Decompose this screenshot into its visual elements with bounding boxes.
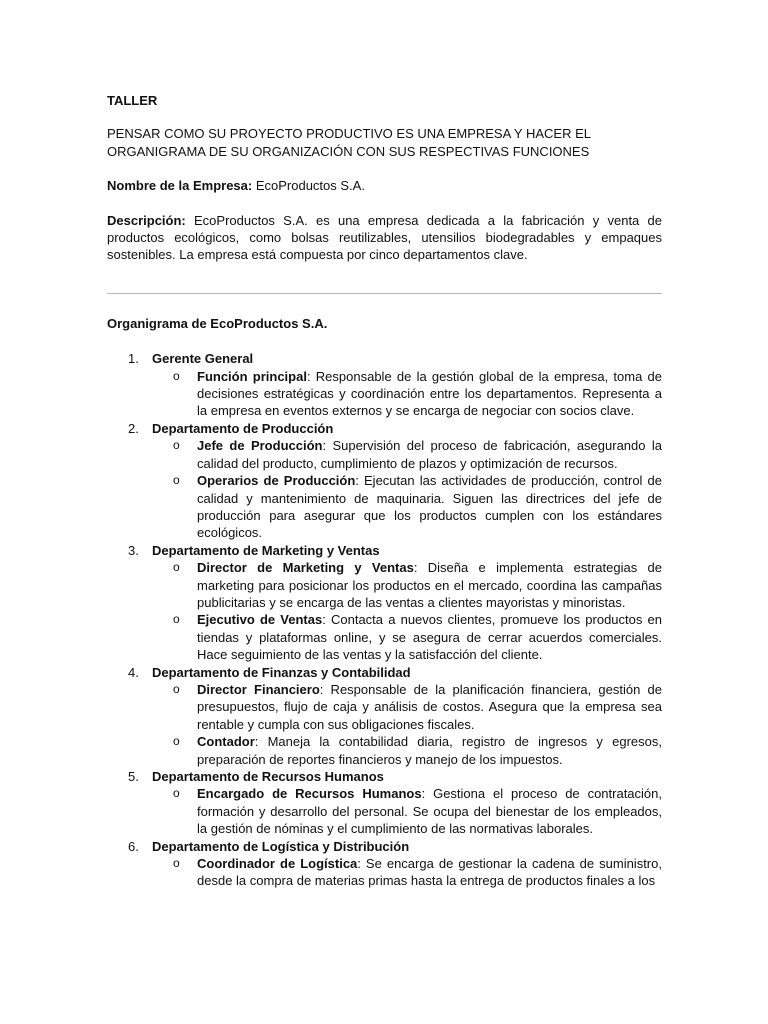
hollow-circle-bullet-icon: o xyxy=(173,681,180,696)
role-list xyxy=(152,368,662,420)
role-description: : Supervisión del proceso de fabricación, asegurando la calidad del producto, cumplimiento de plazos y optimización de recursos. xyxy=(197,438,662,471)
company-name-line xyxy=(107,177,662,194)
department-name: Gerente General xyxy=(152,351,254,367)
hollow-circle-bullet-icon: o xyxy=(173,560,180,575)
department-number: 4. xyxy=(128,664,139,680)
document-body xyxy=(107,92,662,890)
role-list xyxy=(152,855,662,890)
document-title: TALLER xyxy=(107,93,158,108)
role-description: : Responsable de la planificación financiera, gestión de presupuestos, flujo de caja y análisis de costos. Asegura que la empresa sea rentable y cumpla con sus obligaciones fiscales. xyxy=(197,681,662,732)
role-item xyxy=(152,472,662,542)
org-chart-title: Organigrama de EcoProductos S.A. xyxy=(107,315,328,331)
role-item xyxy=(152,437,662,472)
department-number: 6. xyxy=(128,838,139,854)
department-number: 2. xyxy=(128,420,139,436)
department-number: 3. xyxy=(128,542,139,558)
role-description: : Ejecutan las actividades de producción, control de calidad y mantenimiento de maquinaria. Siguen las directrices del jefe de producción para asegurar que los productos cumplen con los estándares ecológicos. xyxy=(197,473,662,541)
role-list xyxy=(152,681,662,768)
role-item xyxy=(152,559,662,611)
role-title: Director Financiero xyxy=(197,681,320,697)
role-description: : Responsable de la gestión global de la empresa, toma de decisiones estratégicas y coordinación entre los departamentos. Representa a la empresa en eventos externos y se encarga de negociar con socios clave. xyxy=(197,368,662,419)
role-title: Función principal xyxy=(197,368,307,384)
horizontal-divider xyxy=(107,293,662,294)
hollow-circle-bullet-icon: o xyxy=(173,856,180,871)
department-name: Departamento de Logística y Distribución xyxy=(152,838,410,854)
role-item xyxy=(152,611,662,663)
role-description: : Maneja la contabilidad diaria, registro de ingresos y egresos, preparación de reportes financieros y manejo de los impuestos. xyxy=(197,734,662,767)
department-item xyxy=(107,420,662,542)
role-item xyxy=(152,785,662,837)
role-description: : Se encarga de gestionar la cadena de suministro, desde la compra de materias primas hasta la entrega de productos finales a los xyxy=(197,856,662,889)
department-name: Departamento de Producción xyxy=(152,420,334,436)
hollow-circle-bullet-icon: o xyxy=(173,786,180,801)
role-item xyxy=(152,368,662,420)
description-label: Descripción: xyxy=(107,212,186,228)
role-item xyxy=(152,855,662,890)
department-number: 5. xyxy=(128,769,139,784)
role-list xyxy=(152,785,662,837)
hollow-circle-bullet-icon: o xyxy=(173,734,180,749)
hollow-circle-bullet-icon: o xyxy=(173,612,180,627)
hollow-circle-bullet-icon: o xyxy=(173,438,180,453)
assignment-heading: PENSAR COMO SU PROYECTO PRODUCTIVO ES UNA EMPRESA Y HACER EL ORGANIGRAMA DE SU ORGANIZACIÓN CON SUS RESPECTIVAS FUNCIONES xyxy=(107,126,591,159)
description-paragraph xyxy=(107,212,662,264)
role-list xyxy=(152,559,662,663)
role-title: Operarios de Producción xyxy=(197,473,356,489)
department-name: Departamento de Marketing y Ventas xyxy=(152,542,380,558)
department-number: 1. xyxy=(128,351,139,367)
department-item xyxy=(107,542,662,664)
company-name-value: EcoProductos S.A. xyxy=(252,178,365,194)
role-title: Director de Marketing y Ventas xyxy=(197,560,414,576)
role-item xyxy=(152,681,662,733)
department-name: Departamento de Recursos Humanos xyxy=(152,769,384,784)
role-description: : Contacta a nuevos clientes, promueve los productos en tiendas y plataformas online, y se asegura de cerrar acuerdos comerciales. Hace seguimiento de las ventas y la satisfacción del cliente. xyxy=(197,612,662,663)
hollow-circle-bullet-icon: o xyxy=(173,368,180,383)
department-name: Departamento de Finanzas y Contabilidad xyxy=(152,664,411,680)
role-item xyxy=(152,733,662,768)
role-title: Encargado de Recursos Humanos xyxy=(197,786,422,802)
role-description: : Gestiona el proceso de contratación, formación y desarrollo del personal. Se ocupa del bienestar de los empleados, la gestión de nóminas y el cumplimiento de las normativas laborales. xyxy=(197,786,662,837)
role-title: Coordinador de Logística xyxy=(197,856,358,872)
description-text: EcoProductos S.A. es una empresa dedicada a la fabricación y venta de productos ecológicos, como bolsas reutilizables, utensilios biodegradables y empaques sostenibles. La empresa está compuesta por cinco departamentos clave. xyxy=(107,212,662,263)
role-description: : Diseña e implementa estrategias de marketing para posicionar los productos en el mercado, coordina las campañas publicitarias y se encarga de las ventas a clientes mayoristas y minoristas. xyxy=(197,560,662,610)
department-item xyxy=(107,838,662,890)
role-title: Ejecutivo de Ventas xyxy=(197,612,323,628)
role-title: Contador xyxy=(197,734,255,750)
department-item xyxy=(107,768,662,838)
hollow-circle-bullet-icon: o xyxy=(173,473,180,488)
department-item xyxy=(107,350,662,420)
department-item xyxy=(107,664,662,768)
role-title: Jefe de Producción xyxy=(197,438,323,454)
company-name-label: Nombre de la Empresa: xyxy=(107,178,253,194)
department-list xyxy=(107,350,662,890)
role-list xyxy=(152,437,662,541)
